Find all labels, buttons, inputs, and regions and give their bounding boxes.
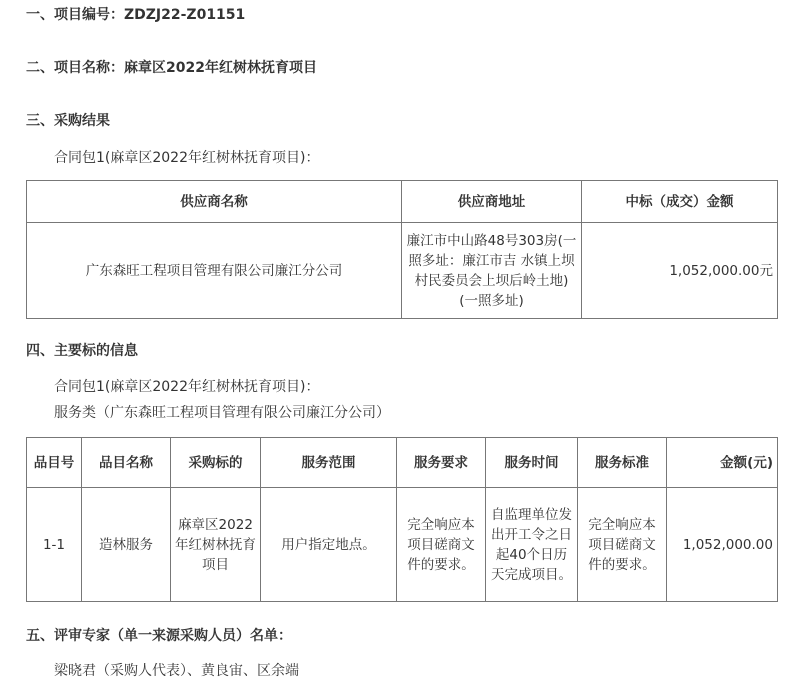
item-amount: 1,052,000.00 [667,488,778,602]
header-time: 服务时间 [486,438,578,488]
contract-package-label: 合同包1(麻章区2022年红树林抚育项目)： [54,150,320,166]
service-supplier-line: 服务类（广东森旺工程项目管理有限公司廉江分公司） [54,405,390,421]
experts-list: 梁晓君（采购人代表）、黄良宙、区余端 [54,663,299,679]
item-scope: 用户指定地点。 [261,488,397,602]
section-procurement-result: 三、采购结果 [26,113,110,129]
header-requirement: 服务要求 [397,438,486,488]
header-supplier-address: 供应商地址 [402,181,582,223]
supplier-address: 廉江市中山路48号303房(一照多址：廉江市吉 水镇上坝村民委员会上坝后岭土地) (一照多址) [402,223,582,319]
header-item-name: 品目名称 [82,438,171,488]
header-item-no: 品目号 [27,438,82,488]
section-experts: 五、评审专家（单一来源采购人员）名单： [26,628,292,644]
table-header-row [27,181,778,223]
item-subject: 麻章区2022年红树林抚育项目 [171,488,261,602]
item-requirement: 完全响应本项目磋商文件的要求。 [397,488,486,602]
contract-package-label-2: 合同包1(麻章区2022年红树林抚育项目)： [54,379,320,395]
table-row [27,488,778,602]
supplier-name: 广东森旺工程项目管理有限公司廉江分公司 [27,223,402,319]
table-header-row [27,438,778,488]
section-main-subject: 四、主要标的信息 [26,343,138,359]
header-scope: 服务范围 [261,438,397,488]
item-standard: 完全响应本项目磋商文件的要求。 [578,488,667,602]
section-project-name: 二、项目名称：麻章区2022年红树林抚育项目 [26,60,317,76]
award-amount: 1,052,000.00元 [582,223,778,319]
subject-table [26,437,778,602]
table-row [27,223,778,319]
item-time: 自监理单位发出开工令之日起40个日历天完成项目。 [486,488,578,602]
header-supplier-name: 供应商名称 [27,181,402,223]
header-award-amount: 中标（成交）金额 [582,181,778,223]
header-subject: 采购标的 [171,438,261,488]
header-amount: 金额(元) [667,438,778,488]
result-table [26,180,778,319]
section-project-number: 一、项目编号：ZDZJ22-Z01151 [26,7,246,23]
header-standard: 服务标准 [578,438,667,488]
item-no: 1-1 [27,488,82,602]
item-category: 造林服务 [82,488,171,602]
